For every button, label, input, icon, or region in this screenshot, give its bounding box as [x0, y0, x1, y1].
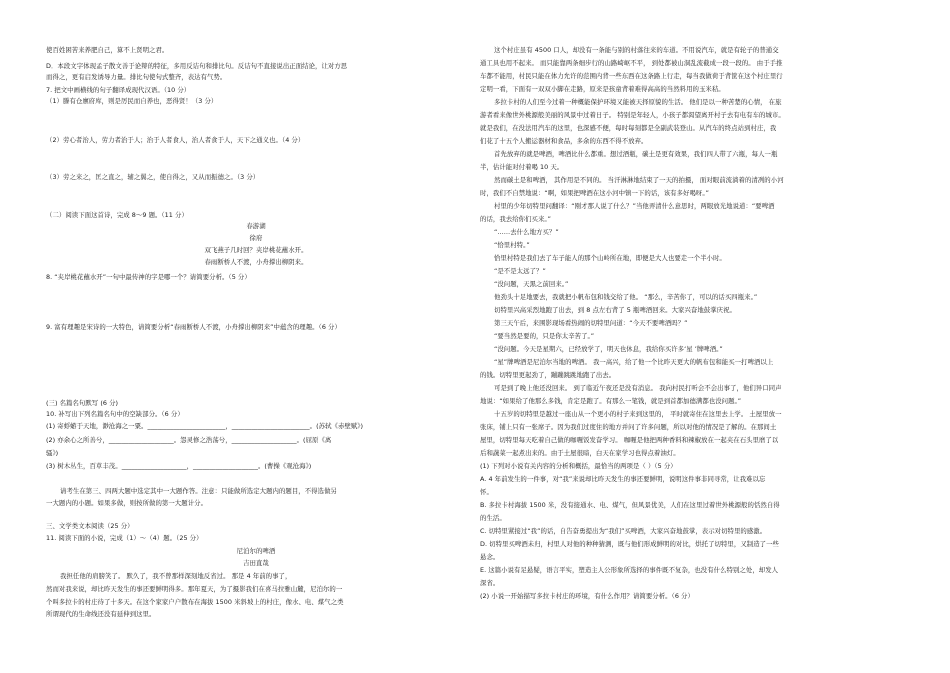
poem-line: 春雨断桥人不渡，小舟撑出柳阴来。 [204, 258, 308, 266]
option-d: D. 切特里买啤酒未归，村里人对他的种种猜测，既与他们形成鲜明的对比，烘托了切特里，又制造了一些 [480, 540, 779, 548]
text-line: 怀。 [480, 488, 493, 496]
instruction: 请考生在第三、四两大题中选定其中一大题作答。注意：只能做所选定大题内的题目，不得选做另 [60, 487, 337, 495]
text-line: 使百姓困苦来养肥自己，算不上贤明之君。 [46, 46, 169, 54]
story-line: 可是到了晚上他还没回来。 到了临近午夜还是没有消息。 我向村民打听会不会出事了，他们异口同声 [494, 384, 782, 392]
story-line: 车都不能用，村民只能在体力允许的范围内背一些东西在这条路上行走，每当我做荷于背筐在这个村庄里行 [480, 72, 783, 80]
story-line: 所谓现代的生命线还没有延伸到这里。 [46, 610, 156, 618]
text-line: 悬念。 [480, 553, 500, 561]
story-line: 多拉卡村的人们至今过着一种概能保护环境又能被天择原貌的生活。 他们是以一种苦楚的心情， 在旅 [494, 98, 782, 106]
fill-blank: (3) 树木丛生，百草丰茂。____________________，____________________。(曹操《观沧海》) [46, 462, 312, 470]
question-11: 11. 阅读下面的小说，完成（1）～（4）题。（25 分） [46, 534, 203, 542]
poem-line: 双飞燕子几时回？夹岸桃花蘸水开。 [204, 246, 308, 254]
question-10: 10. 补写出下列名篇名句中的空缺部分。（6 分） [46, 410, 184, 418]
story-line: 时，我们不自禁地说：“啊，如果把啤酒在这小河中镇一下的话，该有多好喝呀。” [480, 189, 709, 197]
story-line: 首先放弃的就是啤酒，啤酒比什么都重。想过酒瓶，碳土是更有效果，我们四人带了六瓶，每人一瓶 [494, 150, 778, 158]
instruction: 一大题内的小题。如果多做，则按所做的第一大题计分。 [46, 499, 208, 507]
story-line: 屋里，切特里每天吃着自己做的咖喱饭发奋学习。 咖喱是他把两种香料和辣椒放在一起夹在石头里磨了以 [480, 436, 779, 444]
story-line: 十五岁的切特里是越过一座山从一个更小的村子来到这里的， 平时就寄住在这里去上学。 土屋里放一 [494, 410, 782, 418]
poem-author: 徐府 [249, 234, 263, 242]
story-line: “要当然是要的，只是你太辛苦了。” [494, 332, 595, 340]
story-line: 地说：“如果给了他那么多钱，肯定是跑了。有那么一笔钱，就是到首都加德满都也没问题。” [480, 397, 742, 405]
option-e: E. 这篇小说有足悬疑，语言平实，塑造主人公形象所选择的事件既不复杂，也没有什么特别之处，却发人 [480, 566, 779, 574]
story-line: “没问题，天黑之前回来。” [494, 280, 569, 288]
text-line: 骚》) [46, 449, 59, 457]
text-line: 深省。 [480, 579, 500, 587]
section-heading: （二）阅读下面这首诗，完成 8～9 题。（11 分） [46, 211, 188, 219]
question-11-2: (2) 小说一开始描写多拉卡村庄的环境，有什么作用？请简要分析。（6 分） [480, 592, 694, 600]
story-line: 村里的少年切特里问翻译：“刚才那人说了什么？”当他弄清什么意思时，两眼放光地说道：“要啤酒 [494, 202, 775, 210]
option-a: A. 4 年前发生的一件事，对“我”来说却比昨天发生的事还要鲜明，说明这件事非同寻常，让我难以忘 [480, 475, 766, 483]
story-line: “恰里村特。” [494, 241, 530, 249]
option-c: C. 切特里紧接过“我”的话，自告奋勇提出为“我们”买啤酒，大家兴奋地鼓掌，表示对切特里的感激。 [480, 527, 767, 535]
question-11-1: (1) 下列对小说有关内容的分析和概括，最恰当的两项是（ ）（5 分） [480, 462, 677, 470]
story-line: 他劲头十足地要去，我就把小帆布包和钱交给了他。 “那么，辛苦你了，可以的话买四瓶来。” [494, 293, 758, 301]
story-line: 的钱。切特里更起劲了，蹦蹦跳跳地跑了出去。 [480, 371, 616, 379]
text-line: 的生活。 [480, 514, 506, 522]
story-line: 就是我们，在没法用汽车的这里，也深感不便，每时每刻都是全副武装登山。从汽车的终点站到村庄，我 [480, 124, 777, 132]
fill-blank: (2) 亦余心之所善兮，____________________。怨灵修之浩荡兮，____________________。(屈原《离 [46, 436, 332, 444]
story-line: 半，估计能对付着喝 10 天。 [480, 163, 564, 171]
story-line: “……去什么地方买？” [494, 228, 559, 236]
story-line: 个叫多拉卡的村庄待了十多天。在这个家家户户散布在海拔 1500 米斜坡上的村庄，像水、电、煤气之类 [46, 598, 344, 606]
section-heading: (三) 名篇名句默写 (6 分) [46, 399, 119, 407]
poem-title: 春游湖 [246, 222, 266, 230]
story-line: 的话，我去给你们买来。” [480, 215, 552, 223]
text-line: （3）劳之来之，匡之直之，辅之翼之，使自得之，又从而振德之。（3 分） [46, 173, 260, 181]
story-line: “星”牌啤酒是尼泊尔当地的啤酒。 我一高兴，给了他一个比昨天更大的帆布包和能买一打啤酒以上 [494, 358, 774, 366]
story-line: 这个村庄虽有 4500 口人，却没有一条能与别的村落往来的车道。不用说汽车，就是有轮子的普通交 [494, 46, 779, 54]
story-author: 吉田直哉 [243, 559, 269, 567]
question-8: 8. “夹岸桃花蘸水开”一句中最传神的字是哪一个？请简要分析。（5 分） [46, 273, 251, 281]
question-7: 7. 把文中画横线的句子翻译成现代汉语。（10 分） [46, 86, 191, 94]
story-line: 然而碳土是和啤酒， 其作用是不同的。 当汗淋淋地结束了一天的拍摄， 面对眼前流淌着的清冽的小河 [494, 176, 784, 184]
section-heading: 三、文学类文本阅读（25 分） [46, 522, 134, 530]
story-line: 我担任他的肩膀笑了。 默久了，我不曾那样深刻地反省过。 那是 4 年前的事了， [60, 572, 292, 580]
fill-blank: (1) 寄蜉蝣于天地，渺沧海之一粟。________________________，________________________。(苏轼《赤壁赋》) [46, 422, 364, 430]
story-line: 张床，铺上只有一张席子。因为我们过度住的地方并问了许多问题，所以对他的情况是了解的。在那间土 [480, 423, 777, 431]
story-line: 然而对我来说，却比昨天发生的事还要鲜明得多。那年夏天，为了摄影我们在喜马拉雅山麓，尼泊尔的一 [46, 585, 343, 593]
story-line: 恰里村特是我们去了车子能人的那个山岭所在地，即便是大人也要走一个半小时。 [494, 254, 726, 262]
story-line: 后和蔬菜一起煮出来的。由于土屋很暗，白天在家学习也得点着油灯。 [480, 449, 680, 457]
story-line: “没问题。今天是星期六，已经放学了，明天也休息，我给你买许多‘星 ’牌啤酒。” [494, 345, 723, 353]
story-title: 尼泊尔的啤酒 [236, 547, 276, 555]
story-line: 游者看来像世外桃源般美丽的风景中过着日子。 特别是年轻人，小孩子都渴望离开村子去有电有车的城市。 [480, 111, 785, 119]
text-line: （1）滕有仓廪府库，则是厉民而自养也，恶得贤！（3 分） [46, 97, 218, 105]
question-9: 9. 富有理趣是宋诗的一大特色，请简要分析“春雨断桥人不渡，小舟撑出柳阴来”中蕴含的理趣。（6 分） [46, 323, 341, 331]
story-line: “是不是太远了？” [494, 267, 546, 275]
story-line: 们花了十五个人搬运器材和食品，多余的东西不得不放弃。 [480, 137, 648, 145]
option-b: B. 多拉卡村海拔 1500 米，没有接通水、电、煤气，但风景优美，人们在这里过着世外桃源般的恬然自得 [480, 501, 780, 509]
story-line: 切特里兴高采烈地跑了出去，到 8 点左右背了 5 瓶啤酒回来。大家兴奋地鼓掌庆祝。 [494, 306, 736, 314]
story-line: 通工具也用不起来。 而只能靠两条细步行的山路崎岖不平， 到处都被山洞乱流截成一段一段的。 由于手推 [480, 59, 783, 67]
text-line: （2）劳心者治人，劳力者治于人；治于人者食人，治人者食于人，天下之通义也。（4 分） [46, 136, 305, 144]
story-line: 第三天午后，来围影现场看热闹的切特里问道：“今天不要啤酒吗？” [494, 319, 688, 327]
story-line: 定明一看，下面有一双双小脚在走路，原来是孩童背着难得高高的当然料用的玉米秸。 [480, 85, 725, 93]
text-line: D．本段文字体现孟子散文善于论辩的特征，多用反诘句和排比句。反诘句不直接说出正面结论，让对方思 [46, 62, 348, 70]
text-line: 而得之，更有启发诱导力量。排比句使句式整齐，表达有气势。 [46, 73, 227, 81]
